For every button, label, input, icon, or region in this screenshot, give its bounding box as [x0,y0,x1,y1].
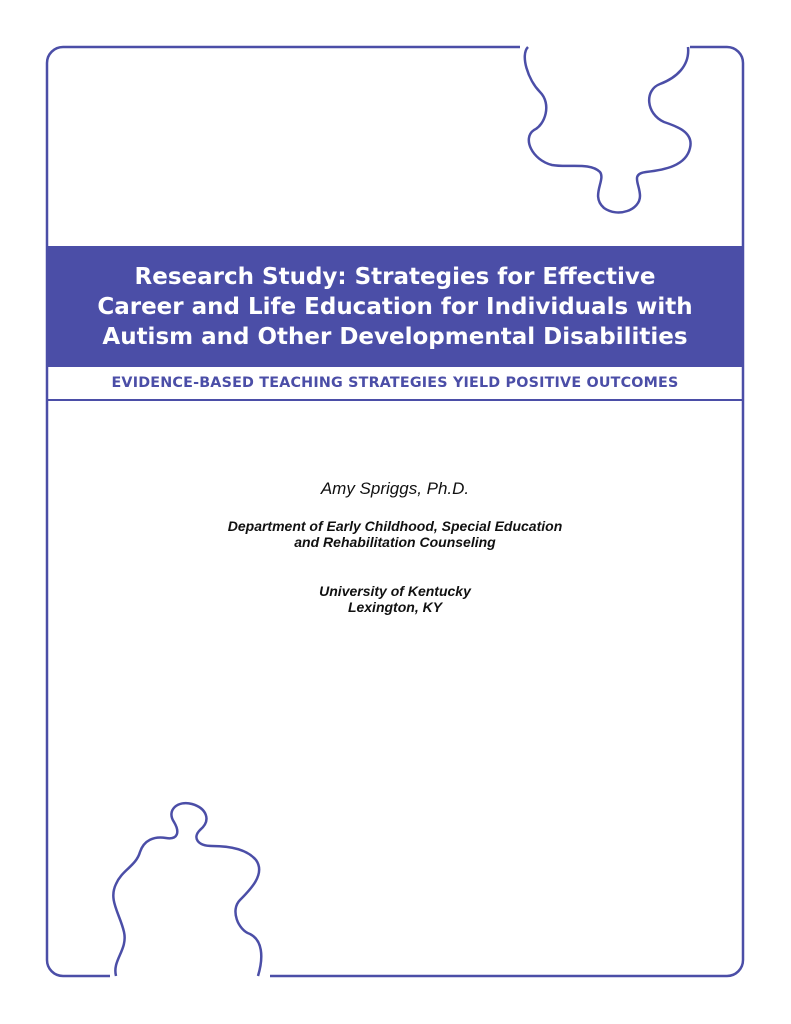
subtitle: EVIDENCE-BASED TEACHING STRATEGIES YIELD POSITIVE OUTCOMES [111,375,679,391]
puzzle-piece-bottom-left-icon [110,803,270,980]
department [47,518,743,550]
title-line-1: Research Study: Strategies for Effective [134,263,656,290]
department-line-1: Department of Early Childhood, Special Education [227,518,563,534]
subtitle-bar [47,367,743,401]
institution-line-2: Lexington, KY [347,599,443,615]
author-name-text: Amy Spriggs, Ph.D. [320,479,470,498]
title-line-3: Autism and Other Developmental Disabilities [102,323,688,350]
author-name [47,478,743,500]
puzzle-piece-top-right-icon [520,44,691,212]
institution [47,583,743,615]
title-banner [47,246,743,367]
institution-line-1: University of Kentucky [319,583,471,599]
department-line-2: and Rehabilitation Counseling [294,534,496,550]
title-line-2: Career and Life Education for Individuals with [97,293,693,320]
